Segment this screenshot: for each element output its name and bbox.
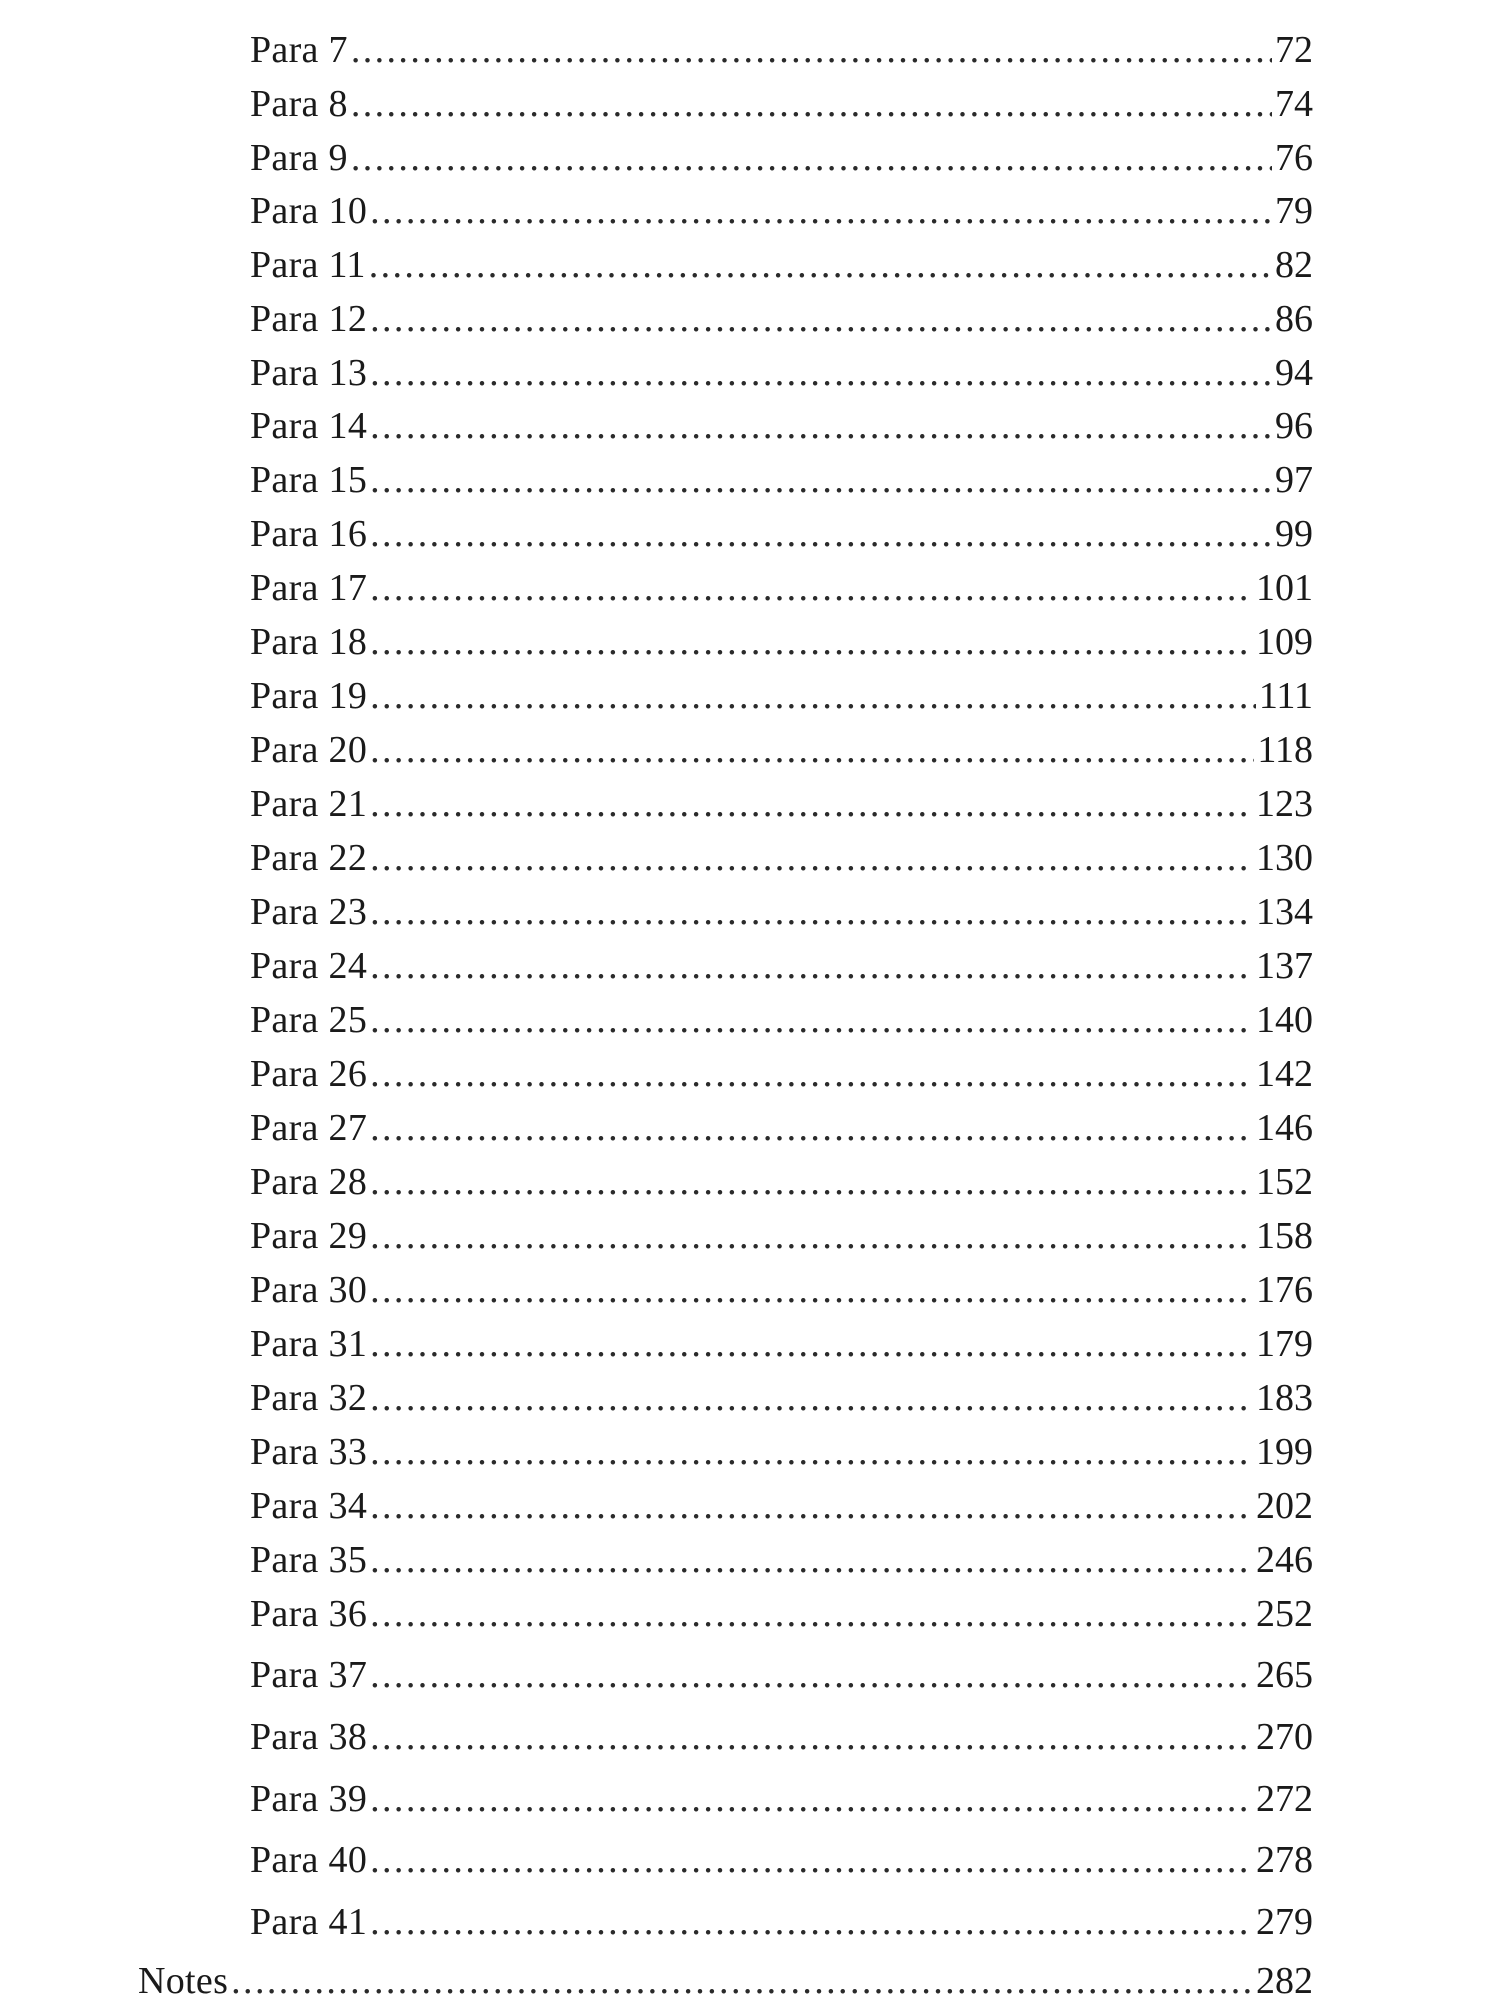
toc-entry	[250, 457, 1313, 503]
toc-entry-label: Para 16	[250, 513, 368, 555]
toc-entry-label: Para 26	[250, 1053, 368, 1095]
toc-entry	[250, 1051, 1313, 1097]
toc-entry-notes	[138, 1958, 1313, 2004]
toc-entry-label: Para 23	[250, 891, 368, 933]
toc-entry-label: Para 19	[250, 675, 368, 717]
toc-entry-label: Para 37	[250, 1654, 368, 1696]
toc-entry-page-number: 278	[1256, 1839, 1313, 1881]
dot-leader	[370, 727, 1254, 773]
toc-entry-label: Para 10	[250, 190, 368, 232]
toc-entry	[250, 1652, 1313, 1698]
toc-entry-label: Para 11	[250, 244, 366, 286]
toc-entry-page-number: 101	[1256, 567, 1313, 609]
toc-entry-page-number: 137	[1256, 945, 1313, 987]
dot-leader	[370, 1429, 1253, 1475]
toc-entry	[250, 943, 1313, 989]
dot-leader	[370, 997, 1253, 1043]
toc-entry-label: Para 32	[250, 1377, 368, 1419]
toc-entry-label: Para 22	[250, 837, 368, 879]
toc-entry-label: Para 31	[250, 1323, 368, 1365]
toc-entry-page-number: 142	[1256, 1053, 1313, 1095]
toc-entry-label: Para 35	[250, 1539, 368, 1581]
dot-leader	[351, 27, 1272, 73]
toc-entry-page-number: 158	[1256, 1215, 1313, 1257]
dot-leader	[370, 1837, 1253, 1883]
toc-entry	[250, 1899, 1313, 1945]
toc-entry	[250, 889, 1313, 935]
dot-leader	[370, 943, 1253, 989]
dot-leader	[370, 1714, 1253, 1760]
toc-entry-label: Para 36	[250, 1593, 368, 1635]
toc-entry	[250, 1837, 1313, 1883]
toc-entry-label: Para 41	[250, 1901, 368, 1943]
toc-entry	[250, 619, 1313, 665]
dot-leader	[351, 135, 1272, 181]
toc-entry-page-number: 179	[1256, 1323, 1313, 1365]
toc-entry-label: Para 24	[250, 945, 368, 987]
toc-entry-label: Para 14	[250, 405, 368, 447]
toc-entry	[250, 1591, 1313, 1637]
toc-entry-label: Para 30	[250, 1269, 368, 1311]
dot-leader	[370, 511, 1272, 557]
toc-entry-label: Para 29	[250, 1215, 368, 1257]
toc-entry-label: Para 15	[250, 459, 368, 501]
dot-leader	[370, 1159, 1253, 1205]
toc-entry	[250, 1105, 1313, 1151]
dot-leader	[370, 188, 1272, 234]
dot-leader	[370, 403, 1272, 449]
toc-entry	[250, 1159, 1313, 1205]
toc-entry	[250, 1429, 1313, 1475]
dot-leader	[370, 1652, 1253, 1698]
toc-entry	[250, 1483, 1313, 1529]
dot-leader	[370, 296, 1272, 342]
toc-entry	[250, 835, 1313, 881]
dot-leader	[370, 1776, 1253, 1822]
toc-entry-page-number: 123	[1256, 783, 1313, 825]
toc-entry-label: Para 8	[250, 83, 348, 125]
toc-entry	[250, 296, 1313, 342]
toc-entry	[250, 511, 1313, 557]
dot-leader	[370, 1537, 1253, 1583]
toc-entry-page-number: 118	[1257, 729, 1313, 771]
toc-entry-label: Para 39	[250, 1778, 368, 1820]
toc-entry	[250, 673, 1313, 719]
toc-entry-label: Para 34	[250, 1485, 368, 1527]
toc-entry-page-number: 176	[1256, 1269, 1313, 1311]
dot-leader	[231, 1958, 1253, 2004]
toc-entry-label: Para 18	[250, 621, 368, 663]
dot-leader	[370, 457, 1272, 503]
dot-leader	[370, 1321, 1253, 1367]
dot-leader	[370, 350, 1272, 396]
toc-entry-label: Para 25	[250, 999, 368, 1041]
toc-entry	[250, 1321, 1313, 1367]
toc-entry-label: Para 33	[250, 1431, 368, 1473]
toc-entry-page-number: 146	[1256, 1107, 1313, 1149]
toc-entry-page-number: 86	[1275, 298, 1313, 340]
toc-entry	[250, 135, 1313, 181]
toc-entry	[250, 781, 1313, 827]
dot-leader	[370, 619, 1253, 665]
toc-entry-page-number: 272	[1256, 1778, 1313, 1820]
dot-leader	[370, 1483, 1253, 1529]
toc-entry-label: Para 20	[250, 729, 368, 771]
dot-leader	[370, 673, 1256, 719]
toc-entry-page-number: 282	[1256, 1960, 1313, 2002]
toc-entry-label: Para 40	[250, 1839, 368, 1881]
dot-leader	[370, 1105, 1253, 1151]
toc-entry-page-number: 72	[1275, 29, 1313, 71]
toc-entry	[250, 188, 1313, 234]
toc-entry-label: Para 28	[250, 1161, 368, 1203]
toc-entry-page-number: 130	[1256, 837, 1313, 879]
toc-entry-page-number: 79	[1275, 190, 1313, 232]
dot-leader	[370, 1213, 1253, 1259]
toc-entry	[250, 727, 1313, 773]
toc-entry	[250, 565, 1313, 611]
dot-leader	[370, 835, 1253, 881]
toc-entry	[250, 1776, 1313, 1822]
dot-leader	[370, 781, 1253, 827]
toc-entry-page-number: 140	[1256, 999, 1313, 1041]
toc-entry-label: Notes	[138, 1960, 229, 2002]
dot-leader	[370, 1375, 1253, 1421]
toc-entry	[250, 997, 1313, 1043]
toc-entry-label: Para 21	[250, 783, 368, 825]
toc-entry-page-number: 99	[1275, 513, 1313, 555]
toc-entry	[250, 403, 1313, 449]
dot-leader	[370, 1051, 1253, 1097]
toc-entry-page-number: 252	[1256, 1593, 1313, 1635]
toc-entry-page-number: 94	[1275, 352, 1313, 394]
toc-entry-page-number: 134	[1256, 891, 1313, 933]
dot-leader	[370, 1267, 1253, 1313]
dot-leader	[369, 242, 1272, 288]
toc-entry-page-number: 202	[1256, 1485, 1313, 1527]
toc-entry-page-number: 96	[1275, 405, 1313, 447]
toc-entry	[250, 1375, 1313, 1421]
toc-entry	[250, 81, 1313, 127]
toc-entry-page-number: 109	[1256, 621, 1313, 663]
toc-entry-page-number: 270	[1256, 1716, 1313, 1758]
toc-entry-page-number: 199	[1256, 1431, 1313, 1473]
toc-entry-label: Para 17	[250, 567, 368, 609]
toc-entry-page-number: 82	[1275, 244, 1313, 286]
toc-entry-label: Para 27	[250, 1107, 368, 1149]
toc-entry	[250, 1537, 1313, 1583]
toc-entry-label: Para 7	[250, 29, 348, 71]
toc-entry	[250, 1213, 1313, 1259]
toc-entry-label: Para 12	[250, 298, 368, 340]
dot-leader	[370, 1591, 1253, 1637]
toc-entry-page-number: 265	[1256, 1654, 1313, 1696]
toc-entry	[250, 1714, 1313, 1760]
toc-entry-page-number: 76	[1275, 137, 1313, 179]
toc-entry	[250, 1267, 1313, 1313]
toc-entry-page-number: 246	[1256, 1539, 1313, 1581]
toc-entry-page-number: 111	[1258, 675, 1313, 717]
toc-entry-label: Para 38	[250, 1716, 368, 1758]
dot-leader	[370, 889, 1253, 935]
toc-entry-label: Para 9	[250, 137, 348, 179]
toc-entry	[250, 350, 1313, 396]
toc-entry-label: Para 13	[250, 352, 368, 394]
toc-entry	[250, 242, 1313, 288]
toc-entry-page-number: 183	[1256, 1377, 1313, 1419]
toc-entry-page-number: 279	[1256, 1901, 1313, 1943]
dot-leader	[370, 565, 1253, 611]
dot-leader	[351, 81, 1272, 127]
toc-entry-page-number: 152	[1256, 1161, 1313, 1203]
toc-entry-page-number: 97	[1275, 459, 1313, 501]
toc-entry-page-number: 74	[1275, 83, 1313, 125]
toc-entry	[250, 27, 1313, 73]
dot-leader	[370, 1899, 1253, 1945]
